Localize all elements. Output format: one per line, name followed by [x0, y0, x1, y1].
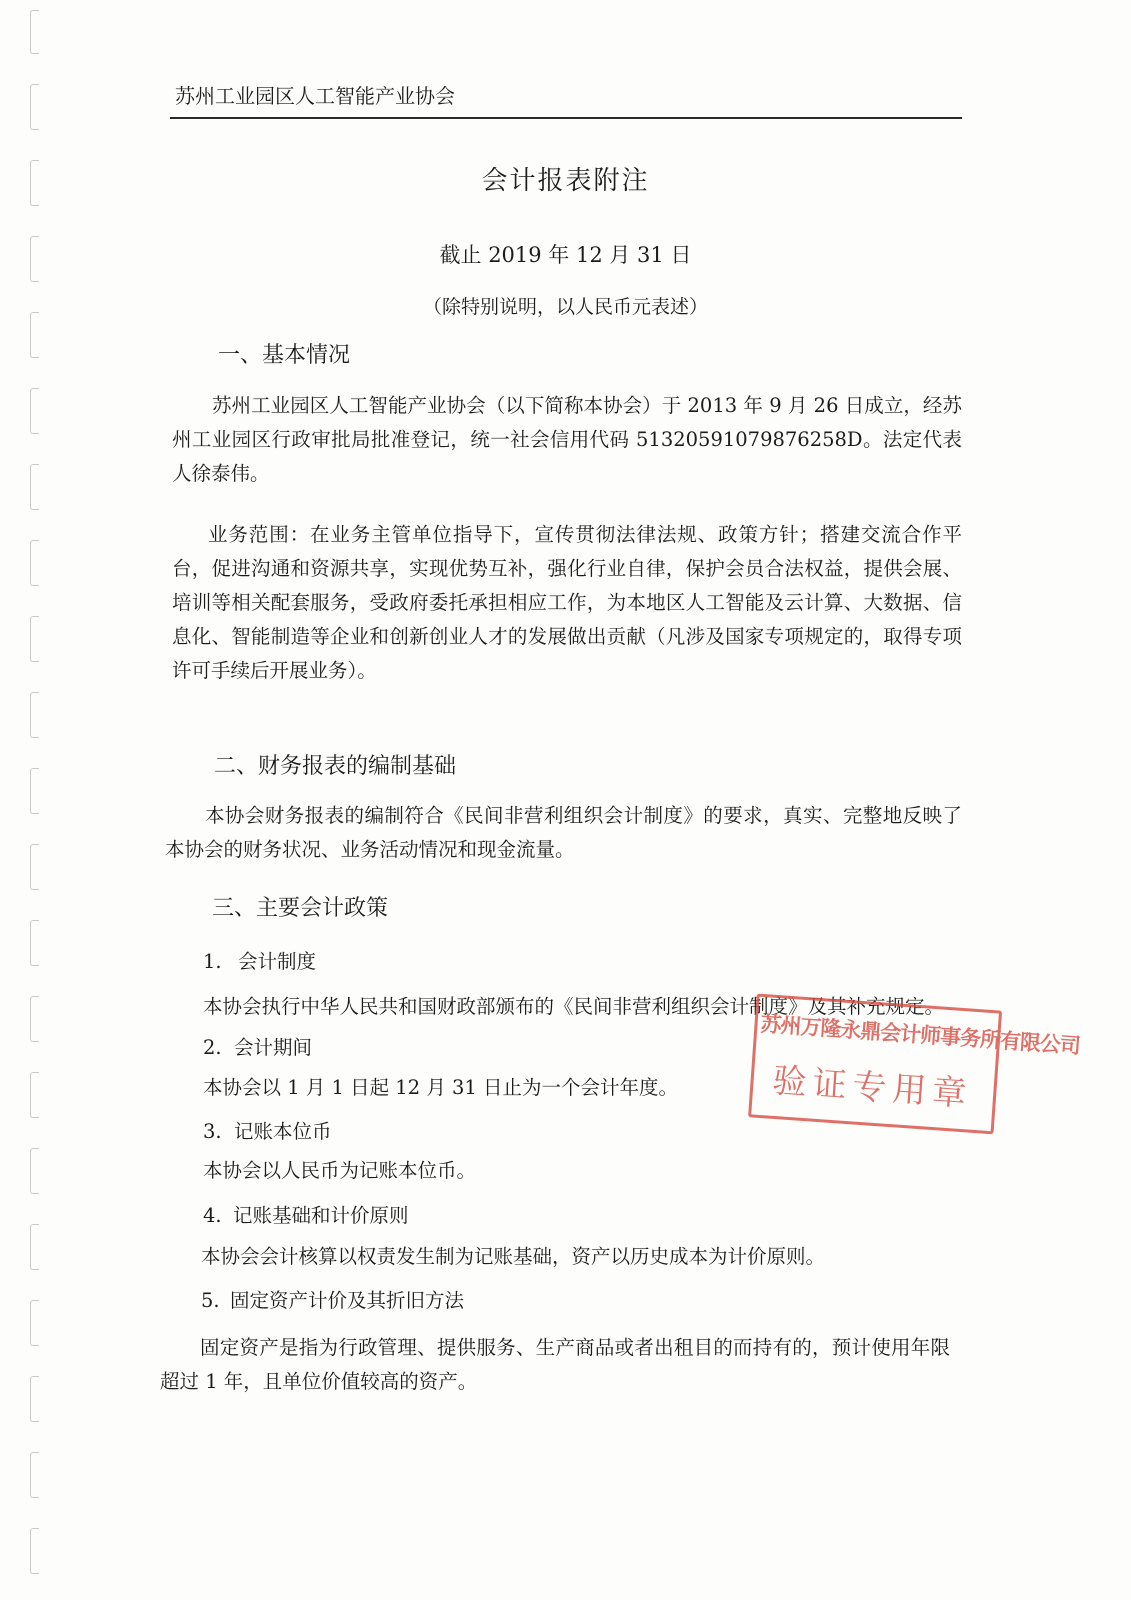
document-title: 会计报表附注: [481, 166, 650, 196]
policy-item-5-number: 5.: [201, 1289, 220, 1312]
section-2-heading: 二、财务报表的编制基础: [214, 754, 457, 779]
policy-item-1-title: 会计制度: [238, 950, 317, 973]
seal-company-name: 苏州万隆永鼎会计师事务所有限公司: [759, 1011, 1081, 1059]
policy-item-5-title: 固定资产计价及其折旧方法: [230, 1289, 465, 1312]
section-1-heading: 一、基本情况: [218, 343, 351, 368]
policy-item-2-number: 2.: [203, 1036, 222, 1059]
policy-item-4-text: 本协会会计核算以权责发生制为记账基础，资产以历史成本为计价原则。: [201, 1245, 826, 1268]
binding-margin-marks: [22, 0, 46, 1600]
policy-item-3-title: 记账本位币: [234, 1120, 332, 1143]
policy-item-3-text: 本协会以人民币为记账本位币。: [203, 1159, 477, 1182]
policy-item-1-number: 1.: [203, 950, 222, 973]
currency-note: （除特别说明，以人民币元表述）: [422, 296, 708, 318]
policy-item-3-number: 3.: [203, 1120, 222, 1143]
policy-item-5-text: 固定资产是指为行政管理、提供服务、生产商品或者出租目的而持有的，预计使用年限超过 1 年，且单位价值较高的资产。: [160, 1336, 950, 1393]
section-2-paragraph: 本协会财务报表的编制符合《民间非营利组织会计制度》的要求，真实、完整地反映了本协会的财务状况、业务活动情况和现金流量。: [165, 804, 962, 861]
section-3-heading: 三、主要会计政策: [212, 896, 389, 921]
section-1-paragraph-2: 业务范围：在业务主管单位指导下，宣传贯彻法律法规、政策方针；搭建交流合作平台，促进沟通和资源共享，实现优势互补，强化行业自律，保护会员合法权益，提供会展、培训等相关配套服务，受政府委托承担相应工作，为本地区人工智能及云计算、大数据、信息化、智能制造等企业和创新创业人才的发展做出贡献（凡涉及国家专项规定的，取得专项许可手续后开展业务）。: [172, 523, 962, 682]
header-rule: [170, 117, 962, 119]
policy-item-4-number: 4.: [203, 1204, 222, 1227]
policy-item-4-title: 记账基础和计价原则: [233, 1204, 409, 1227]
policy-item-2-text: 本协会以 1 月 1 日起 12 月 31 日止为一个会计年度。: [203, 1076, 679, 1099]
policy-item-2-title: 会计期间: [234, 1036, 313, 1059]
header-org-name: 苏州工业园区人工智能产业协会: [175, 84, 455, 108]
date-line: 截止 2019 年 12 月 31 日: [439, 243, 692, 267]
section-1-paragraph-1: 苏州工业园区人工智能产业协会（以下简称本协会）于 2013 年 9 月 26 日成立，经苏州工业园区行政审批局批准登记，统一社会信用代码 51320591079876258D。法定代表人徐泰伟。: [172, 394, 962, 485]
verification-seal: [748, 994, 1081, 1137]
seal-label: 验证专用章: [771, 1060, 974, 1115]
policy-item-1-text: 本协会执行中华人民共和国财政部颁布的《民间非营利组织会计制度》及其补充规定。: [203, 995, 945, 1018]
